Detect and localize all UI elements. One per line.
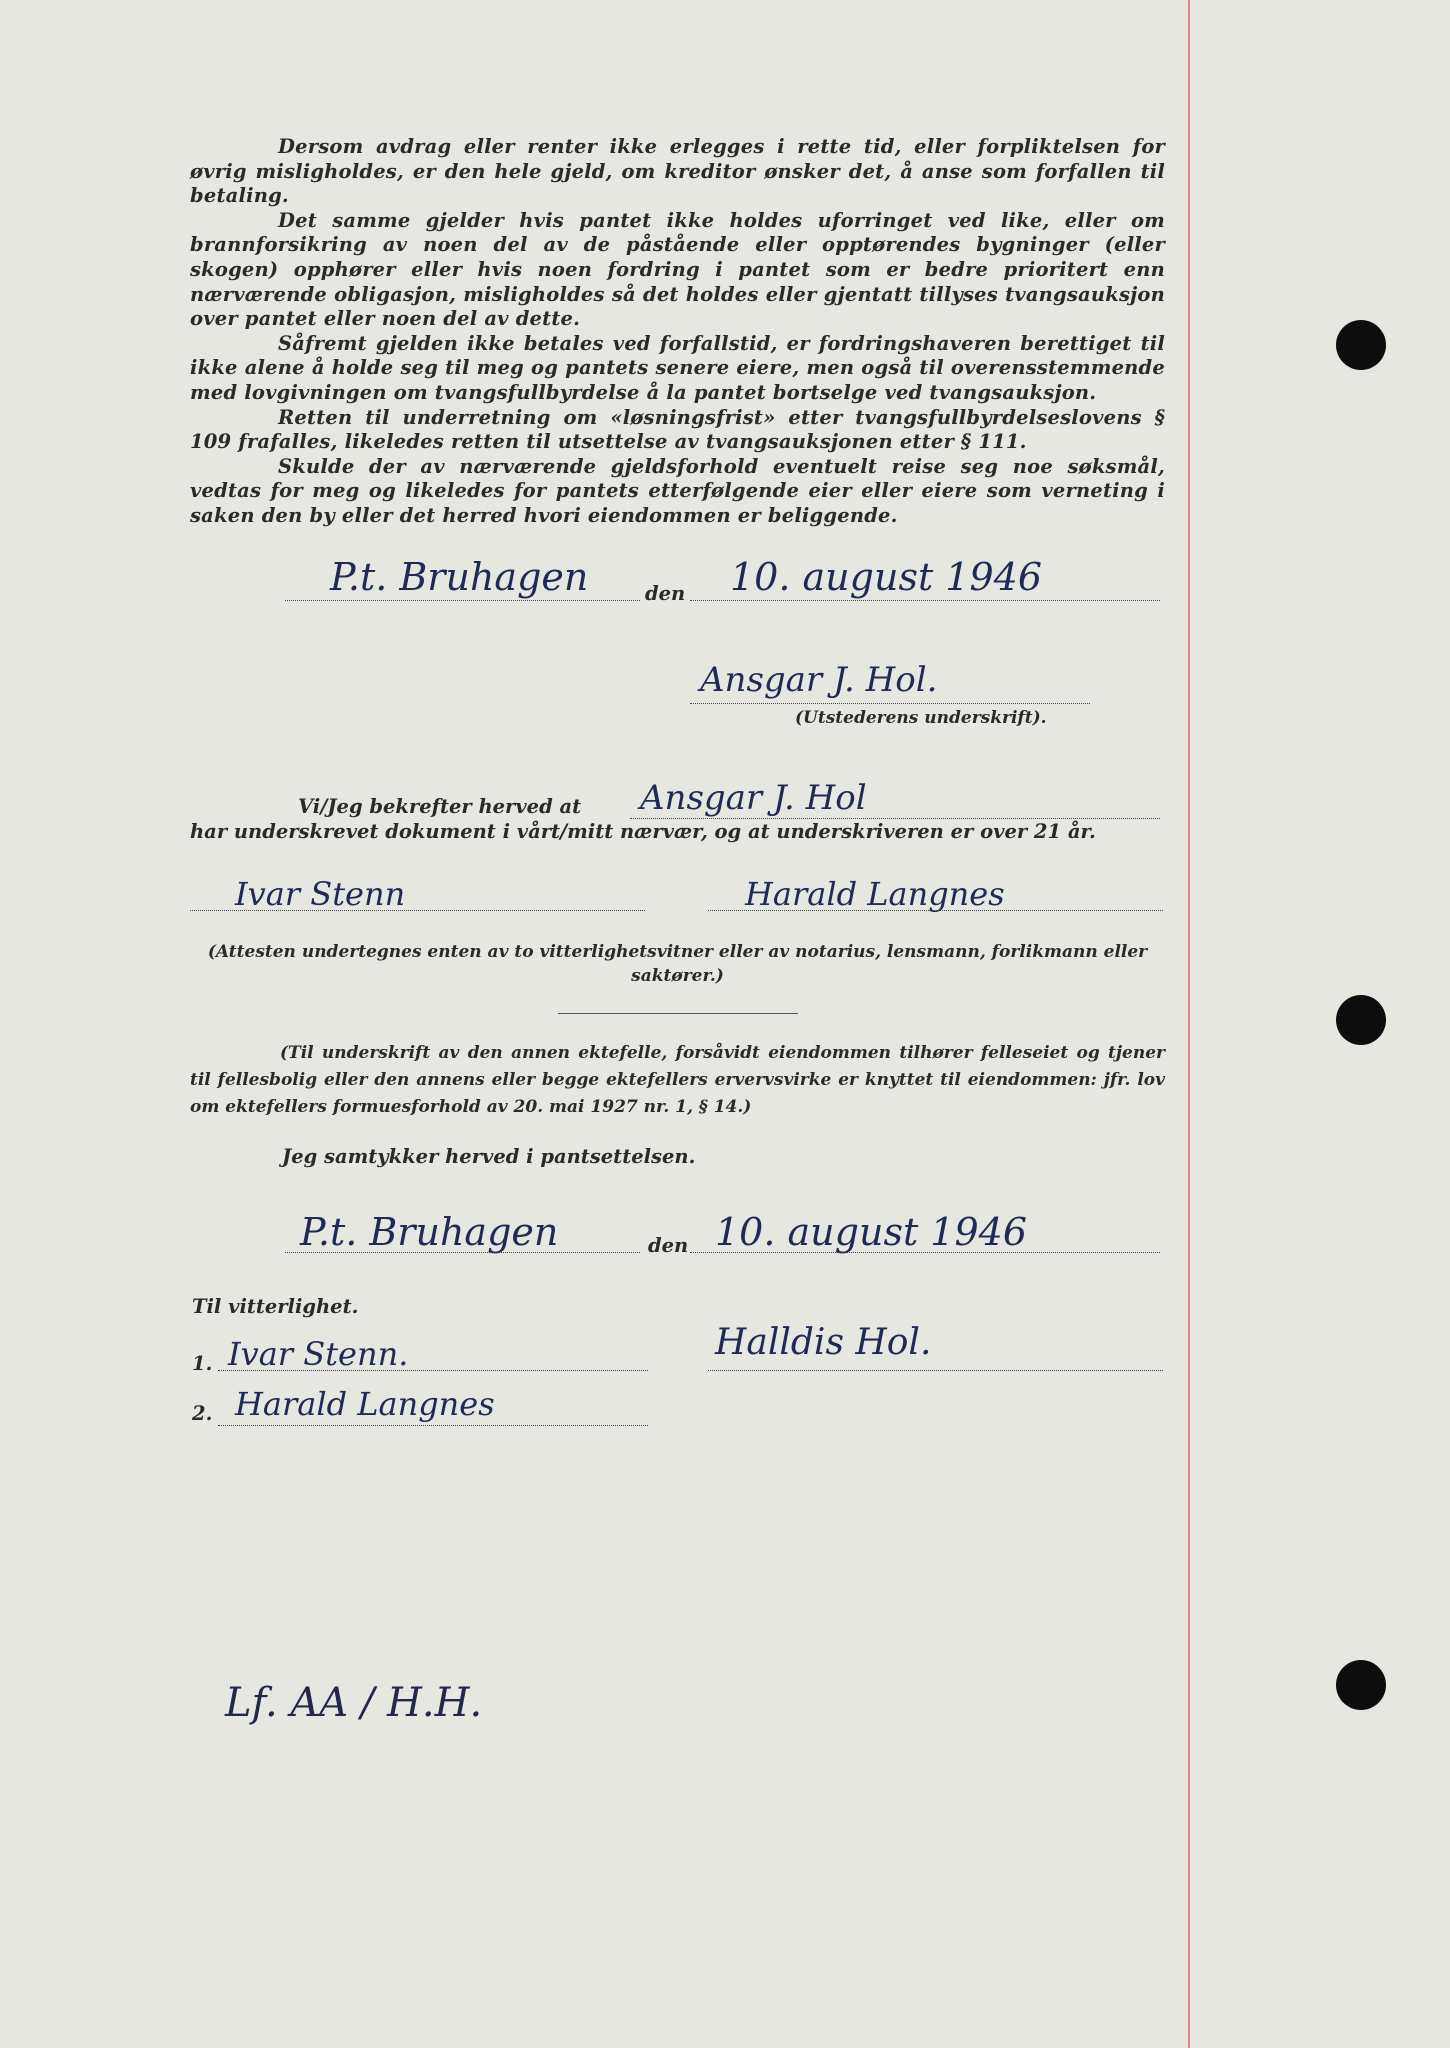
spouse-signature: Halldis Hol. <box>715 1322 932 1363</box>
witness-number: 2. <box>192 1402 213 1425</box>
date-handwritten: 10. august 1946 <box>715 1210 1027 1254</box>
spouse-note: (Til underskrift av den annen ektefelle, forsåvidt eiendommen tilhører felleseiet og tjener til fellesbolig eller den annens eller begge ektefellers ervervsvirke er knyttet til eiendommen: jfr. lov om ektefellers formuesforhold av 20. mai 1927 nr. 1, § 14.) <box>190 1043 1165 1117</box>
dotted-line <box>708 1370 1163 1371</box>
confirm-name-handwritten: Ansgar J. Hol <box>640 778 867 818</box>
dotted-line <box>285 600 640 601</box>
dotted-line <box>690 600 1160 601</box>
witness-1-signature: Ivar Stenn. <box>228 1335 409 1373</box>
separator <box>558 1013 798 1014</box>
paragraph: Såfremt gjelden ikke betales ved forfallstid, er fordringshaveren berettiget til ikke alene å holde seg til meg og pantets senere eiere, men også til overensstemmende med lovgivningen om tvangsfullbyrdelse å la pantet bortselge ved tvangsauksjon. <box>190 331 1165 404</box>
paragraph: Dersom avdrag eller renter ikke erlegges i rette tid, eller forpliktelsen for øvrig misligholdes, er den hele gjeld, om kreditor ønsker det, å anse som forfallen til betaling. <box>190 135 1165 208</box>
dotted-line <box>630 818 1160 819</box>
confirm-line2: har underskrevet dokument i vårt/mitt nærvær, og at underskriveren er over 21 år. <box>190 820 1096 843</box>
dotted-line <box>690 703 1090 704</box>
den-label: den <box>645 582 686 605</box>
witness-b-signature: Harald Langnes <box>745 875 1005 913</box>
dotted-line <box>218 1370 648 1371</box>
dotted-line <box>285 1252 640 1253</box>
dotted-line <box>708 910 1163 911</box>
dotted-line <box>690 1252 1160 1253</box>
footer-handwritten-mark: Lf. AA / H.H. <box>225 1680 483 1726</box>
punch-hole <box>1336 995 1386 1045</box>
margin-line <box>1188 0 1190 2048</box>
punch-hole <box>1336 320 1386 370</box>
dotted-line <box>190 910 645 911</box>
witness-heading: Til vitterlighet. <box>192 1295 359 1318</box>
place-handwritten: P.t. Bruhagen <box>300 1210 559 1254</box>
attest-note: (Attesten undertegnes enten av to vitterlighetsvitner eller av notarius, lensmann, forlikmann eller saktører.) <box>207 942 1148 986</box>
witness-number: 1. <box>192 1352 213 1375</box>
witness-2-signature: Harald Langnes <box>235 1385 495 1423</box>
issuer-signature: Ansgar J. Hol. <box>700 660 938 700</box>
dotted-line <box>218 1425 648 1426</box>
confirm-prefix: Vi/Jeg bekrefter herved at <box>298 795 582 818</box>
paragraph: Retten til underretning om «løsningsfrist» etter tvangsfullbyrdelseslovens § 109 frafalles, likeledes retten til utsettelse av tvangsauksjonen etter § 111. <box>190 405 1165 454</box>
issuer-caption: (Utstederens underskrift). <box>795 708 1047 728</box>
place-handwritten: P.t. Bruhagen <box>330 555 589 599</box>
date-handwritten: 10. august 1946 <box>730 555 1042 599</box>
consent-text: Jeg samtykker herved i pantsettelsen. <box>282 1145 696 1168</box>
den-label: den <box>648 1234 689 1257</box>
paragraph: Skulde der av nærværende gjeldsforhold eventuelt reise seg noe søksmål, vedtas for meg og likeledes for pantets etterfølgende eier eller eiere som verneting i saken den by eller det herred hvori eiendommen er beliggende. <box>190 454 1165 527</box>
witness-a-signature: Ivar Stenn <box>235 875 406 913</box>
punch-hole <box>1336 1660 1386 1710</box>
terms-text <box>190 135 1165 529</box>
paragraph: Det samme gjelder hvis pantet ikke holdes uforringet ved like, eller om brannforsikring av noen del av de påstående eller opptørendes bygninger (eller skogen) opphører eller hvis noen fordring i pantet som er bedre prioritert enn nærværende obligasjon, misligholdes så det holdes eller gjentatt tillyses tvangsauksjon over pantet eller noen del av dette. <box>190 208 1165 331</box>
